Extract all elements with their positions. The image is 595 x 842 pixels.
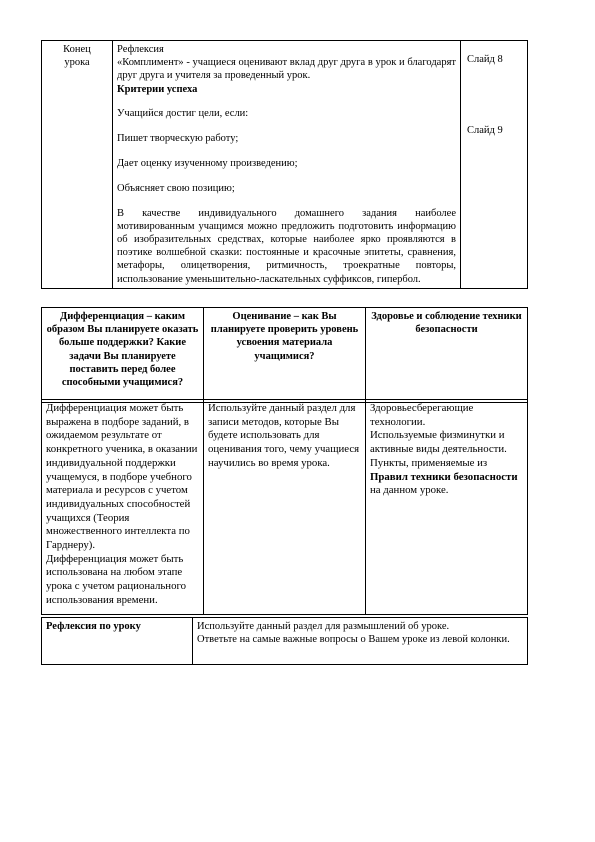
reflection-row <box>42 618 528 665</box>
reflection-text-2: Ответьте на самые важные вопросы о Вашем уроке из левой колонки. <box>197 634 510 646</box>
safety-rules-bold: Правил техники безопасности <box>370 470 518 483</box>
assessment-header: Оценивание – как Вы планируете проверить уровень усвоения материала учащимися? <box>204 308 366 403</box>
goal-intro: Учащийся достиг цели, если: <box>117 108 249 120</box>
criteria-title: Критерии успеха <box>117 83 198 95</box>
lesson-end-table <box>41 40 528 289</box>
health-text-2: Используемые физминутки и активные виды деятельности. <box>370 429 507 456</box>
activities-cell <box>113 41 461 289</box>
health-text-3a: Пункты, применяемые из <box>370 456 488 469</box>
health-text-1: Здоровьесберегающие технологии. <box>370 402 474 428</box>
differentiation-text-1: Дифференциация может быть выражена в подборе заданий, в ожидаемом результате от конкретного ученика, в оказании индивидуальной поддержки учащемуся, в подборе учебного материала и ресурсов с учетом индивидуальных способностей учащихся (Теория множественного интеллекта по Гарднеру). <box>46 402 198 552</box>
goal-item: Дает оценку изученному произведению; <box>117 158 298 169</box>
reflection-table <box>41 617 528 665</box>
goal-item: Объясняет свою позицию; <box>117 182 235 194</box>
planning-content-table <box>41 399 528 615</box>
goal-item: Пишет творческую работу; <box>117 133 239 145</box>
content-row <box>42 400 528 615</box>
homework-text: В качестве индивидуального домашнего задания наиболее мотивированным учащимся можно предложить подготовить информацию об изобразительных средствах, которые наиболее ярко проявляются в поэтике волшебной сказки: постоянные и красочные эпитеты, сравнения, метафоры, олицетворения, ритмичность, троекратные повторы, использование уменьшительно-ласкательных суффиксов, гипербол. <box>117 207 456 285</box>
lesson-end-row <box>42 41 528 289</box>
compliment-text: «Комплимент» - учащиеся оценивают вклад друг друга в урок и благодарят друг друга и учителя за проведенный урок. <box>117 57 456 82</box>
headers-row <box>42 308 528 403</box>
differentiation-cell <box>42 400 204 615</box>
reflection-title: Рефлексия <box>117 44 164 55</box>
differentiation-text-2: Дифференциация может быть использована на любом этапе урока с учетом рационального использования времени. <box>46 552 187 606</box>
health-cell <box>366 400 528 615</box>
health-text-3b: на данном уроке. <box>370 484 449 497</box>
reflection-text-1: Используйте данный раздел для размышлений об уроке. <box>197 621 450 632</box>
slide-8-label: Слайд 8 <box>467 54 503 65</box>
stage-label-line1: Конец <box>63 44 91 55</box>
differentiation-header: Дифференциация – каким образом Вы планируете оказать больше поддержки? Какие задачи Вы планируете поставить перед более способными учащимися? <box>42 308 204 403</box>
resources-cell <box>461 41 528 289</box>
planning-headers-table <box>41 307 528 403</box>
slide-9-label: Слайд 9 <box>467 125 503 137</box>
stage-label-line2: урока <box>64 57 90 69</box>
stage-cell <box>42 41 113 289</box>
assessment-cell <box>204 400 366 615</box>
reflection-cell <box>193 618 528 665</box>
health-text-3 <box>370 457 523 498</box>
health-header: Здоровье и соблюдение техники безопасности <box>366 308 528 403</box>
assessment-text: Используйте данный раздел для записи методов, которые Вы будете использовать для оценивания того, чему учащиеся научились во время урока. <box>208 402 360 469</box>
reflection-label: Рефлексия по уроку <box>42 618 193 665</box>
